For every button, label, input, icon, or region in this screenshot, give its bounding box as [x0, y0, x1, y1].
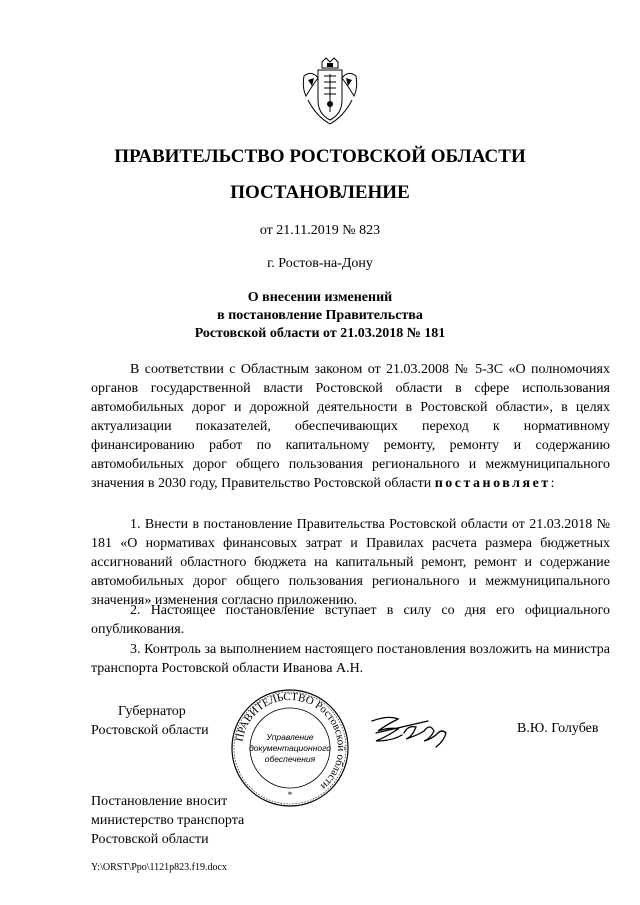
- item-2: 2. Настоящее постановление вступает в силу со дня его официального опубликования.: [91, 603, 610, 637]
- city: г. Ростов-на-Дону: [267, 256, 373, 271]
- document-type-heading: ПОСТАНОВЛЕНИЕ: [230, 182, 410, 203]
- submitted-by-line-2: министерство транспорта: [91, 813, 245, 828]
- submitted-by-line-3: Ростовской области: [91, 832, 209, 847]
- item-1: 1. Внести в постановление Правительства Ростовской области от 21.03.2018 № 181 «О нормативах финансовых затрат и Правилах расчета размера бюджетных ассигнований областного бюджета на капитальный ремонт, ремонт и содержание автомобильных дорог общего пользования регионального и межмуниципального значения» изменения согласно приложению.: [91, 517, 610, 608]
- signatory-position: [91, 702, 209, 740]
- intro-paragraph: [91, 360, 610, 493]
- position-line-2: Ростовской области: [91, 723, 209, 738]
- stamp-inner-line-1: Управление: [266, 732, 314, 742]
- handwritten-signature: [368, 711, 458, 751]
- title-line-2: в постановление Правительства: [217, 308, 423, 323]
- title-line-3: Ростовской области от 21.03.2018 № 181: [194, 326, 446, 341]
- official-stamp: [228, 686, 352, 810]
- intro-text: В соответствии с Областным законом от 21.03.2008 № 5-ЗС «О полномочиях органов государственной власти Ростовской области в сфере использования автомобильных дорог и дорожной деятельности в Ростовской области», в целях актуализации показателей, обеспечивающих переход к нормативному финансированию работ по капитальному ремонту, ремонту и содержанию автомобильных дорог общего пользования регионального и межмуниципального значения в 2030 году, Правительство Ростовской области: [91, 362, 610, 491]
- intro-colon: :: [550, 476, 555, 491]
- submitted-by-line-1: Постановление вносит: [91, 794, 228, 809]
- item-3: 3. Контроль за выполнением настоящего постановления возложить на министра транспорта Ростовской области Иванова А.Н.: [91, 642, 610, 676]
- date-number: от 21.11.2019 № 823: [259, 223, 381, 238]
- document-title: [0, 289, 640, 343]
- decree-word: постановляет: [434, 476, 551, 491]
- stamp-inner-line-2: документационного: [249, 743, 331, 753]
- svg-text:*: *: [287, 790, 293, 800]
- organization-heading: ПРАВИТЕЛЬСТВО РОСТОВСКОЙ ОБЛАСТИ: [114, 146, 526, 167]
- file-path: Y:\ORST\Ppo\1121p823.f19.docx: [91, 862, 227, 873]
- title-line-1: О внесении изменений: [247, 290, 393, 305]
- signatory-name: В.Ю. Голубев: [517, 721, 599, 736]
- position-line-1: Губернатор: [118, 704, 186, 719]
- stamp-outer-text: ПРАВИТЕЛЬСТВО Ростовской области: [233, 690, 348, 793]
- coat-of-arms-icon: [300, 56, 360, 126]
- submitted-by: [91, 792, 244, 849]
- stamp-inner-line-3: обеспечения: [264, 754, 316, 764]
